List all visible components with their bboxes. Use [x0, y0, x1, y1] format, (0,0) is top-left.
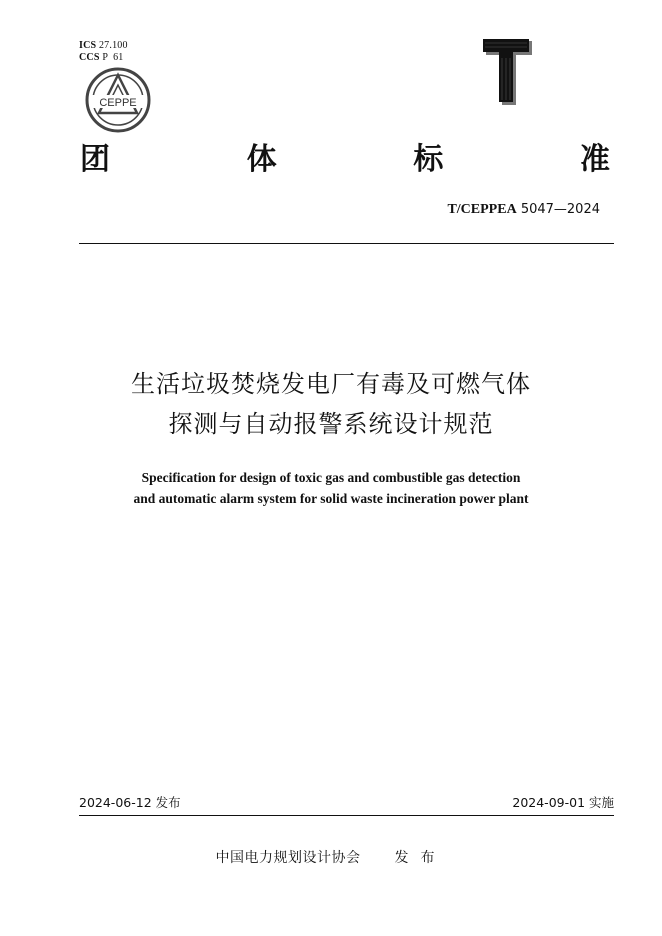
- header-divider: [79, 243, 614, 244]
- publisher-action: 发布: [394, 850, 447, 866]
- standard-number-value: 5047—2024: [520, 202, 600, 217]
- ics-key: ICS: [79, 40, 97, 51]
- standard-type-heading: [80, 138, 610, 182]
- ccs-value: P 61: [102, 52, 124, 63]
- ccs-code: [79, 52, 128, 64]
- title-english-line-1: Specification for design of toxic gas and combustible gas detection: [141, 470, 521, 485]
- implement-date: 2024-09-01 实施: [512, 795, 614, 810]
- standard-type-char: 体: [246, 142, 277, 177]
- classification-codes: [79, 40, 128, 64]
- title-chinese-line-2: 探测与自动报警系统设计规范: [168, 410, 494, 438]
- publisher-organization: 中国电力规划设计协会: [215, 850, 361, 866]
- title-english: [60, 467, 602, 509]
- publisher-line: [0, 848, 662, 868]
- ics-value: 27.100: [98, 40, 128, 51]
- standard-type-char: 团: [80, 142, 110, 177]
- publish-date: 2024-06-12 发布: [79, 795, 181, 810]
- ics-code: [79, 40, 128, 52]
- standard-type-char: 标: [413, 142, 444, 177]
- ccs-key: CCS: [79, 52, 100, 63]
- title-english-line-2: and automatic alarm system for solid waste incineration power plant: [133, 491, 529, 506]
- footer-divider: [79, 815, 614, 816]
- standard-number-prefix: T/CEPPEA: [447, 202, 517, 217]
- title-chinese-line-1: 生活垃圾焚烧发电厂有毒及可燃气体: [131, 370, 531, 398]
- title-chinese: [60, 364, 602, 444]
- logo-text: CEPPE: [99, 97, 137, 109]
- association-logo-icon: [83, 65, 153, 135]
- group-standard-t-mark-icon: [482, 38, 534, 106]
- standard-number: [447, 201, 600, 219]
- standard-type-char: 准: [579, 142, 610, 177]
